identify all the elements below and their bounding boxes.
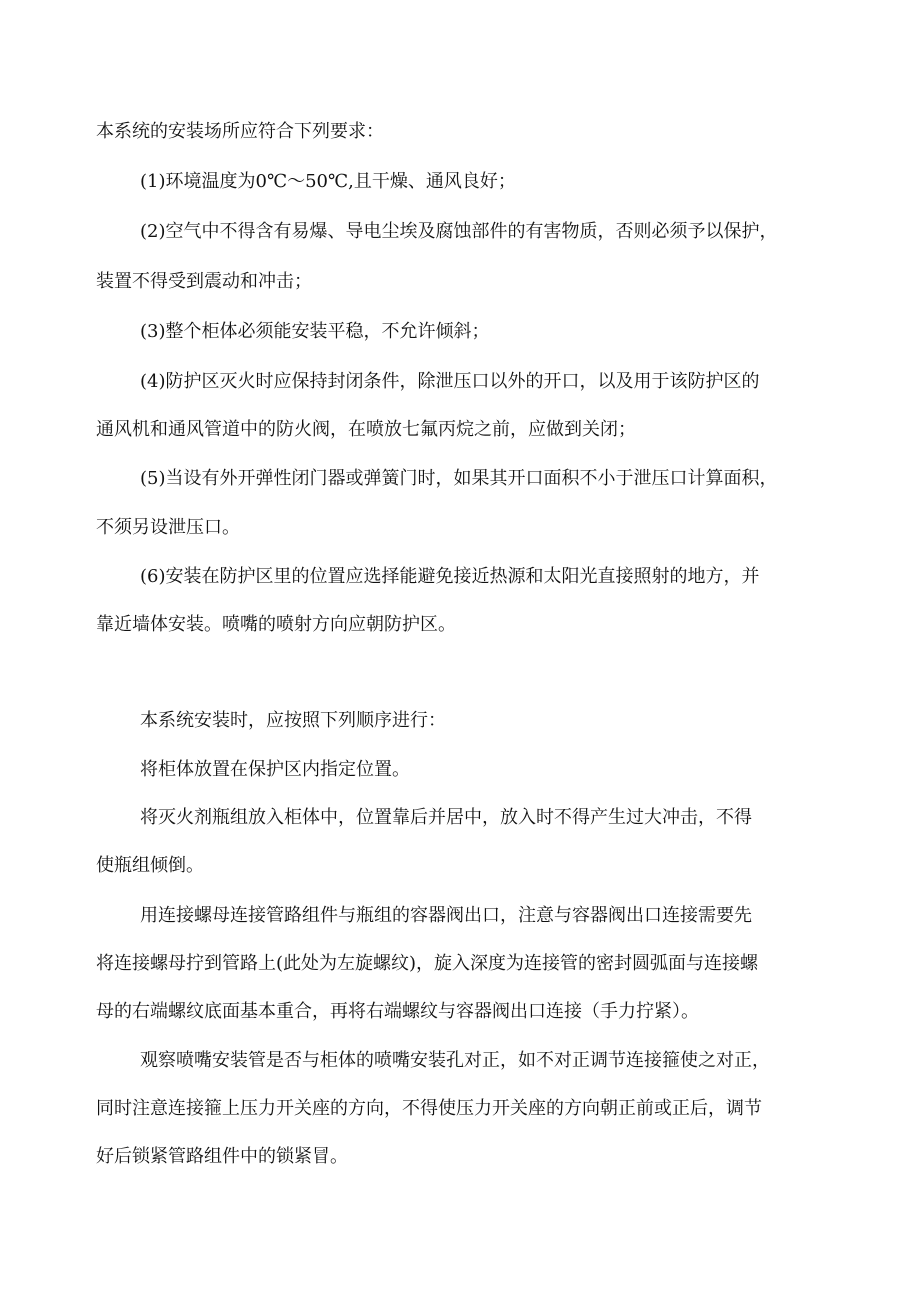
step-3-line-3: 母的右端螺纹底面基本重合，再将右端螺纹与容器阀出口连接（手力拧紧）。	[96, 1001, 699, 1022]
requirement-1: (1)环境温度为0℃～50℃,且干燥、通风良好；	[140, 171, 516, 192]
section2-intro: 本系统安装时，应按照下列顺序进行：	[140, 710, 446, 731]
step-3-line-1: 用连接螺母连接管路组件与瓶组的容器阀出口，注意与容器阀出口连接需要先	[140, 905, 752, 926]
requirement-4-line-2: 通风机和通风管道中的防火阀，在喷放七氟丙烷之前，应做到关闭；	[96, 419, 636, 440]
section1-intro: 本系统的安装场所应符合下列要求：	[96, 121, 384, 142]
step-1: 将柜体放置在保护区内指定位置。	[140, 759, 410, 780]
step-4-line-1: 观察喷嘴安装管是否与柜体的喷嘴安装孔对正，如不对正调节连接箍使之对正，	[140, 1050, 770, 1071]
requirement-5-line-2: 不须另设泄压口。	[96, 517, 240, 538]
requirement-5-line-1: (5)当设有外开弹性闭门器或弹簧门时，如果其开口面积不小于泄压口计算面积，	[140, 468, 778, 489]
step-2-line-1: 将灭火剂瓶组放入柜体中，位置靠后并居中，放入时不得产生过大冲击，不得	[140, 807, 752, 828]
requirement-2-line-1: (2)空气中不得含有易爆、导电尘埃及腐蚀部件的有害物质，否则必须予以保护，	[140, 221, 778, 242]
requirement-4-line-1: (4)防护区灭火时应保持封闭条件，除泄压口以外的开口，以及用于该防护区的	[140, 371, 760, 392]
requirement-3: (3)整个柜体必须能安装平稳，不允许倾斜；	[140, 321, 490, 342]
requirement-2-line-2: 装置不得受到震动和冲击；	[96, 271, 312, 292]
requirement-6-line-1: (6)安装在防护区里的位置应选择能避免接近热源和太阳光直接照射的地方，并	[140, 566, 760, 587]
step-4-line-2: 同时注意连接箍上压力开关座的方向，不得使压力开关座的方向朝正前或正后，调节	[96, 1098, 762, 1119]
step-2-line-2: 使瓶组倾倒。	[96, 855, 204, 876]
step-3-line-2: 将连接螺母拧到管路上(此处为左旋螺纹)，旋入深度为连接管的密封圆弧面与连接螺	[96, 953, 759, 974]
step-4-line-3: 好后锁紧管路组件中的锁紧冒。	[96, 1146, 348, 1167]
requirement-6-line-2: 靠近墙体安装。喷嘴的喷射方向应朝防护区。	[96, 614, 456, 635]
